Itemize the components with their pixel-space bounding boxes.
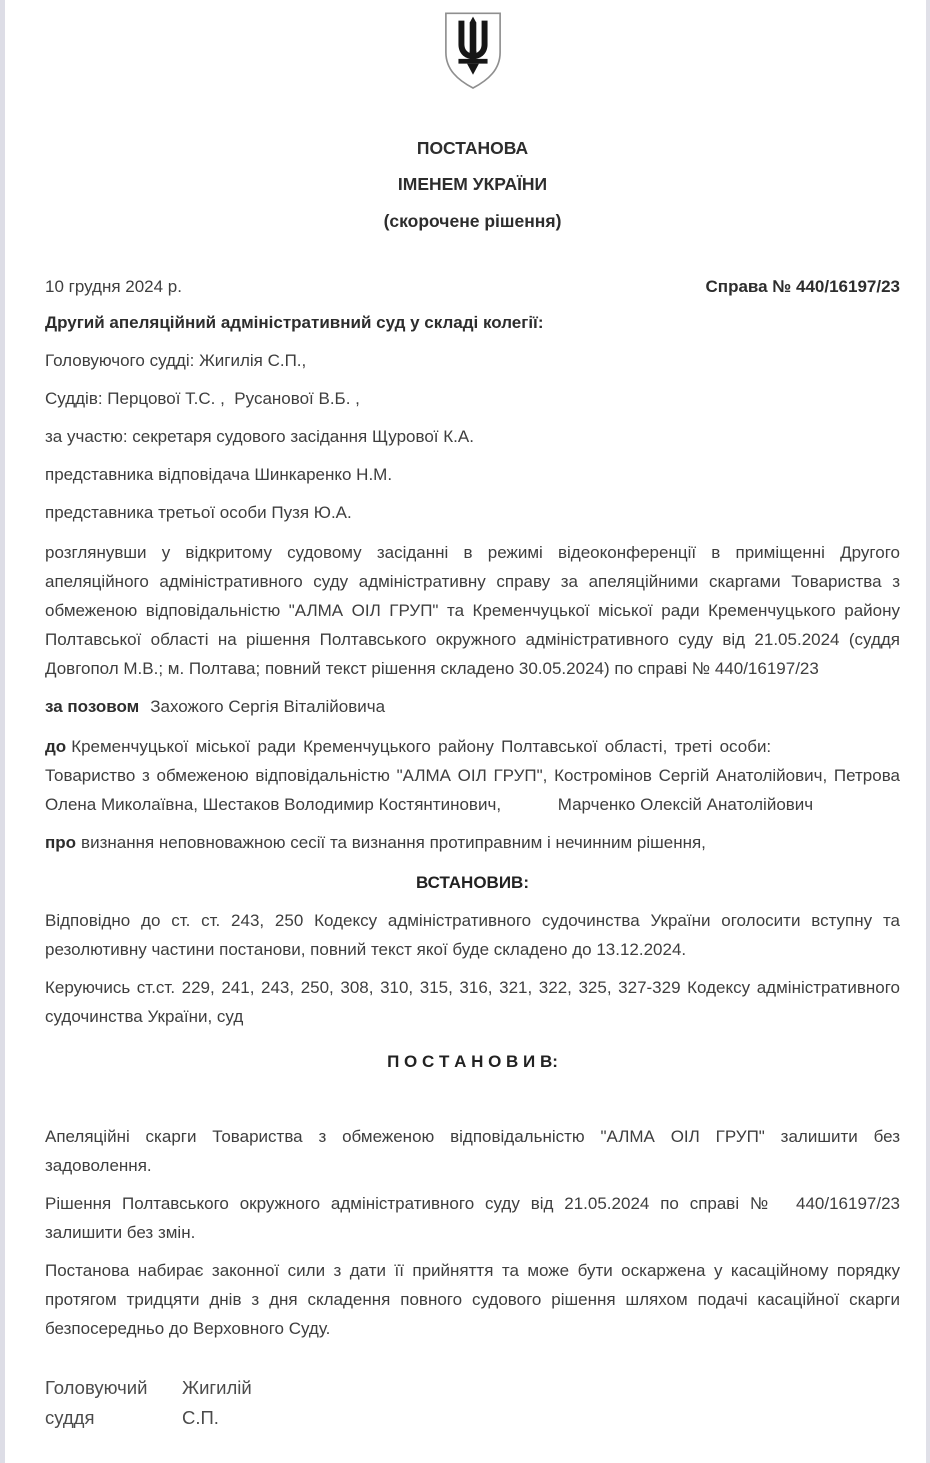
secretary-line: за участю: секретаря судового засідання Щурової К.А. xyxy=(45,427,474,446)
defendant-text: Кременчуцької міської ради Кременчуцького району Полтавської області, треті особи: Товариство з обмеженою відповідальністю "АЛМА ОІЛ ГРУП", Костромінов Сергій Анатолійович, Петрова Олена Миколаївна, Шестаков Володимир Костянтинович, Марченко Олексій Анатолійович xyxy=(45,737,900,814)
meta-row xyxy=(45,275,900,299)
signature-block xyxy=(45,1373,900,1433)
resolved-paragraph-1: Апеляційні скарги Товариства з обмеженою відповідальністю "АЛМА ОІЛ ГРУП" залишити без задоволення. xyxy=(45,1127,900,1175)
defendant-paragraph xyxy=(45,732,900,819)
signature-name xyxy=(182,1373,322,1433)
decision-date: 10 грудня 2024 р. xyxy=(45,277,182,296)
signature-role xyxy=(45,1373,182,1433)
plaintiff-label: за позовом xyxy=(45,697,140,716)
plaintiff-line xyxy=(45,692,900,721)
ukraine-trident-icon xyxy=(433,10,513,92)
judges-line: Суддів: Перцової Т.С. , Русанової В.Б. , xyxy=(45,389,360,408)
established-paragraph-1: Відповідно до ст. ст. 243, 250 Кодексу адміністративного судочинства України оголосити вступну та резолютивну частини постанови, повний текст якої буде складено до 13.12.2024. xyxy=(45,911,900,959)
subject-text: визнання неповноважною сесії та визнання протиправним і нечинним рішення, xyxy=(81,833,706,852)
document-title: ПОСТАНОВА xyxy=(416,138,529,158)
case-number: Справа № 440/16197/23 xyxy=(705,277,900,296)
established-heading: ВСТАНОВИВ: xyxy=(415,873,529,892)
presiding-judge-line: Головуючого судді: Жигилія С.П., xyxy=(45,351,307,370)
signature-role-line1: Головуючий xyxy=(45,1377,148,1398)
court-composition: Другий апеляційний адміністративний суд у складі колегії: xyxy=(45,313,544,332)
emblem-container xyxy=(45,10,900,92)
third-party-representative-line: представника третьої особи Пузя Ю.А. xyxy=(45,503,352,522)
subject-line xyxy=(45,828,900,857)
defendant-label: до xyxy=(45,737,67,756)
document-note: (скорочене рішення) xyxy=(383,211,562,231)
resolved-paragraph-3: Постанова набирає законної сили з дати її прийняття та може бути оскаржена у касаційному порядку протягом тридцяти днів з дня складення повного судового рішення шляхом подачі касаційної скарги безпосередньо до Верховного Суду. xyxy=(45,1261,900,1338)
defendant-representative-line: представника відповідача Шинкаренко Н.М. xyxy=(45,465,393,484)
hearing-paragraph: розглянувши у відкритому судовому засіданні в режимі відеоконференції в приміщенні Другого апеляційного адміністративного суду адміністративну справу за апеляційними скаргами Товариства з обмеженою відповідальністю "АЛМА ОІЛ ГРУП" та Кременчуцької міської ради Кременчуцького району Полтавської області на рішення Полтавського окружного адміністративного суду від 21.05.2024 (суддя Довгопол М.В.; м. Полтава; повний текст рішення складено 30.05.2024) по справі № 440/16197/23 xyxy=(45,543,900,678)
subject-label: про xyxy=(45,833,77,852)
plaintiff-name: Захожого Сергія Віталійовича xyxy=(150,697,386,716)
signature-name-line2: С.П. xyxy=(182,1407,219,1428)
signature-name-line1: Жигилій xyxy=(182,1377,252,1398)
established-paragraph-2: Керуючись ст.ст. 229, 241, 243, 250, 308, 310, 315, 316, 321, 322, 325, 327-329 Кодексу адміністративного судочинства України, суд xyxy=(45,978,900,1026)
signature-role-line2: суддя xyxy=(45,1407,95,1428)
document-subtitle: ІМЕНЕМ УКРАЇНИ xyxy=(397,174,548,194)
resolved-paragraph-2: Рішення Полтавського окружного адміністративного суду від 21.05.2024 по справі № 440/16197/23 залишити без змін. xyxy=(45,1194,900,1242)
resolved-heading: П О С Т А Н О В И В: xyxy=(387,1052,558,1071)
